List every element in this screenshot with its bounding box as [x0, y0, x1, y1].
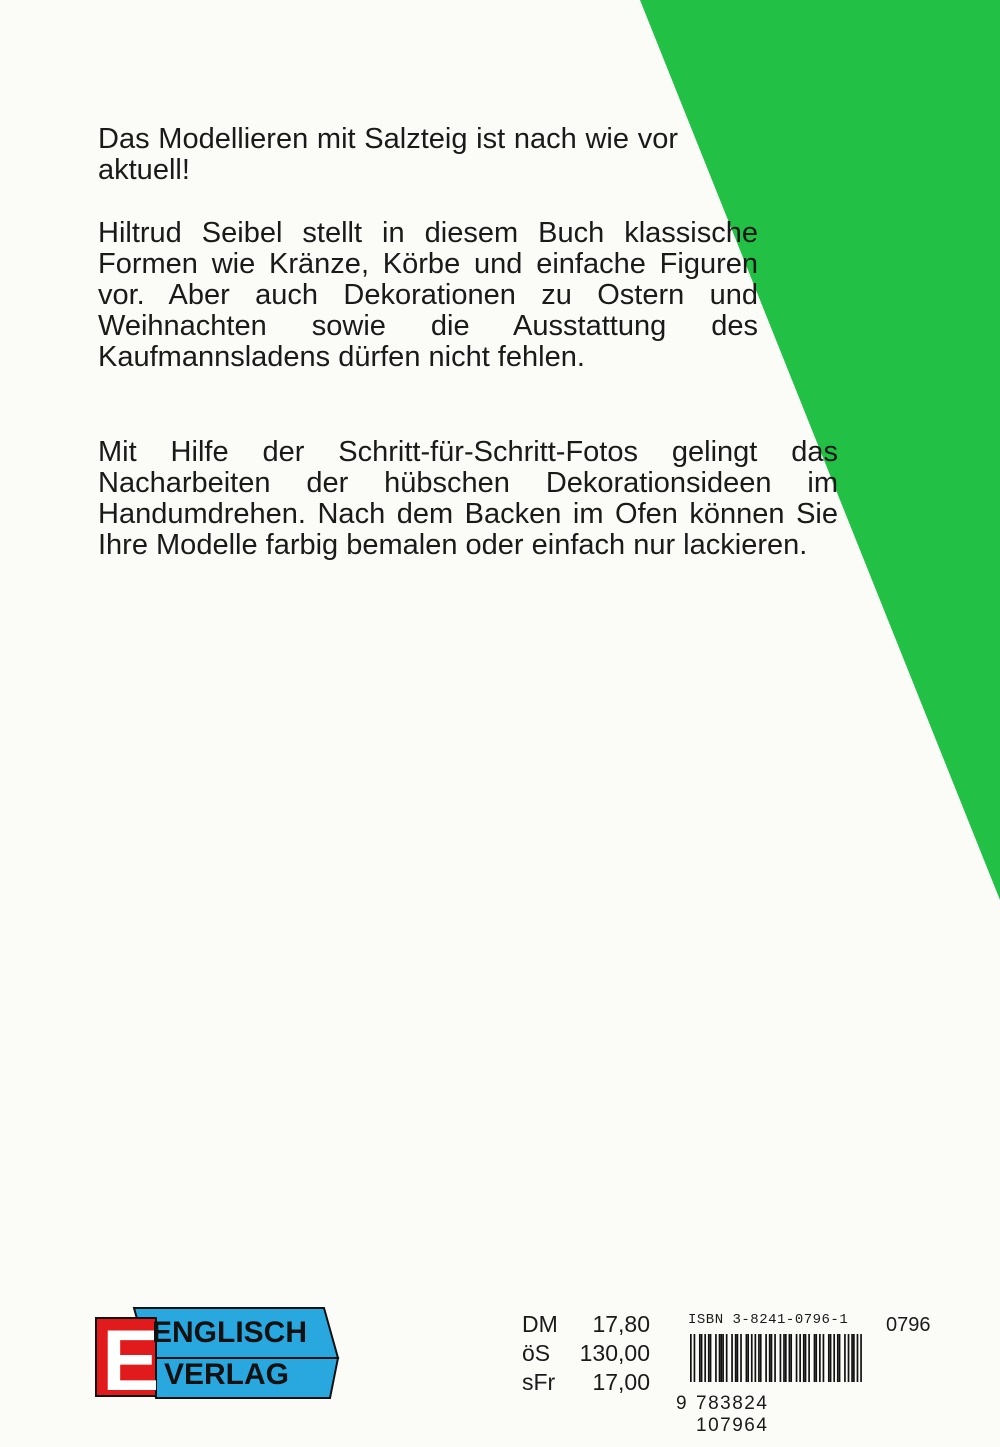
price-list [522, 1310, 650, 1397]
barcode-bar [780, 1334, 782, 1382]
barcode-bar [771, 1334, 773, 1382]
barcode-bar [789, 1334, 791, 1382]
article-code: 0796 [886, 1314, 931, 1336]
barcode-bar [755, 1334, 757, 1382]
barcode-bar [848, 1334, 850, 1382]
price-row-sfr [522, 1368, 650, 1397]
barcode-bar [726, 1334, 728, 1382]
barcode-bar [699, 1334, 701, 1382]
barcode-bar [731, 1334, 733, 1382]
barcode-bar [803, 1334, 805, 1382]
price-currency: DM [522, 1311, 558, 1337]
price-row-dm [522, 1310, 650, 1339]
ean-first-digit: 9 [676, 1393, 689, 1414]
price-currency: sFr [522, 1369, 556, 1395]
barcode-bar [751, 1334, 753, 1382]
ean-digits: 783824 107964 [696, 1393, 769, 1436]
barcode-bar [758, 1334, 760, 1382]
barcode-bar [715, 1334, 717, 1382]
barcode-bar [720, 1334, 722, 1382]
barcode-bar [805, 1334, 807, 1382]
blurb-paragraph-1: Das Modellieren mit Salzteig ist nach wie vor aktuell! [98, 123, 678, 186]
barcode-bar [708, 1334, 710, 1382]
barcode-bar [830, 1334, 832, 1382]
barcode-bar [694, 1334, 696, 1382]
barcode-bar [735, 1334, 737, 1382]
isbn-label: ISBN 3-8241-0796-1 [688, 1312, 849, 1328]
barcode-bar [790, 1334, 792, 1382]
barcode-bar [783, 1334, 785, 1382]
barcode-bar [799, 1334, 801, 1382]
barcode-bar [828, 1334, 830, 1382]
barcode-bar [860, 1334, 862, 1382]
price-row-os [522, 1339, 650, 1368]
barcode-bar [765, 1334, 767, 1382]
barcode-bar [774, 1334, 776, 1382]
price-currency: öS [522, 1340, 551, 1366]
price-amount: 17,00 [592, 1369, 650, 1395]
barcode-bar [740, 1334, 742, 1382]
price-amount: 130,00 [579, 1340, 650, 1366]
logo-line-2: VERLAG [164, 1358, 290, 1391]
barcode-bar [814, 1334, 816, 1382]
barcode-bar [839, 1334, 841, 1382]
barcode-bar [819, 1334, 821, 1382]
barcode-bar [746, 1334, 748, 1382]
barcode-bar [722, 1334, 724, 1382]
barcode-bar [704, 1334, 706, 1382]
price-amount: 17,80 [592, 1311, 650, 1337]
barcode-bar [690, 1334, 692, 1382]
barcode-bar [833, 1334, 835, 1382]
blurb-paragraph-3: Mit Hilfe der Schritt-für-Schritt-Fotos gelingt das Nacharbeiten der hübschen Dekorationsideen im Handumdrehen. Nach dem Backen im Ofen können Sie Ihre Modelle farbig bemalen oder einfach nur lackieren. [98, 436, 838, 561]
barcode-bar [796, 1334, 798, 1382]
publisher-logo [92, 1302, 342, 1402]
barcode-bar [710, 1334, 712, 1382]
barcode [690, 1334, 862, 1382]
barcode-bar [857, 1334, 859, 1382]
barcode-bar [737, 1334, 739, 1382]
barcode-bar [851, 1334, 853, 1382]
barcode-bar [808, 1334, 810, 1382]
barcode-bar [837, 1334, 839, 1382]
barcode-bar [823, 1334, 825, 1382]
barcode-bar [844, 1334, 846, 1382]
barcode-bar [760, 1334, 762, 1382]
barcode-bar [815, 1334, 817, 1382]
barcode-bar [719, 1334, 721, 1382]
barcode-bar [769, 1334, 771, 1382]
barcode-bar [747, 1334, 749, 1382]
logo-line-1: ENGLISCH [152, 1316, 308, 1349]
blurb-paragraph-2: Hiltrud Seibel stellt in diesem Buch klassische Formen wie Kränze, Körbe und einfache Figuren vor. Aber auch Dekorationen zu Ostern und Weihnachten sowie die Ausstattung des Kaufmannsladens dürfen nicht fehlen. [98, 217, 758, 373]
barcode-bar [701, 1334, 703, 1382]
logo-e-letter: E [102, 1313, 160, 1402]
barcode-bar [785, 1334, 787, 1382]
barcode-bar [853, 1334, 855, 1382]
